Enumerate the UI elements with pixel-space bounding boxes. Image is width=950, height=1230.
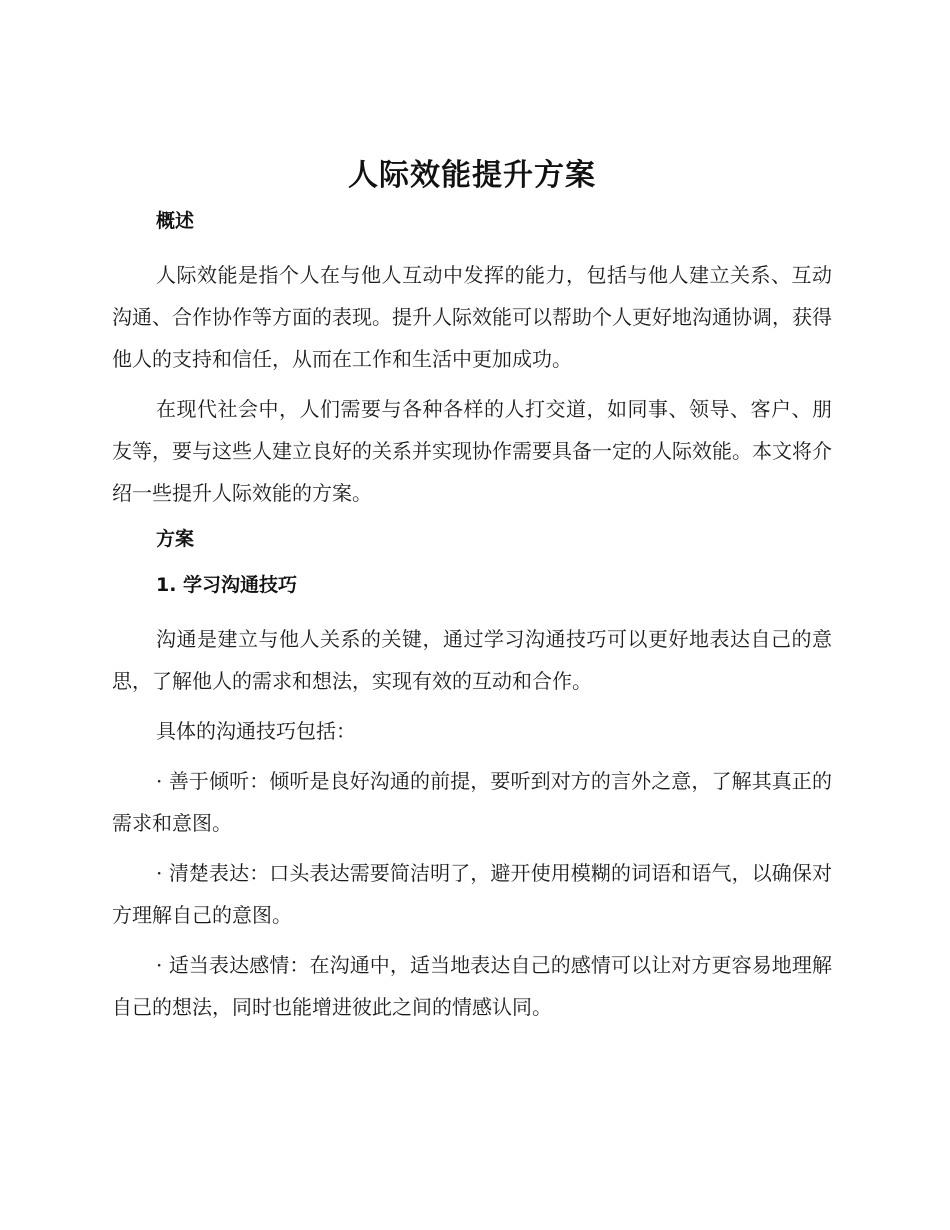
page-title: 人际效能提升方案 [348, 158, 596, 193]
document-page [112, 150, 832, 1036]
bullet-item-emotion: · 适当表达感情：在沟通中，适当地表达自己的感情可以让对方更容易地理解自己的想法，同时也能增进彼此之间的情感认同。 [112, 953, 832, 1019]
subsection-heading-communication: 1. 学习沟通技巧 [156, 574, 298, 596]
paragraph-communication-1: 沟通是建立与他人关系的关键，通过学习沟通技巧可以更好地表达自己的意思，了解他人的需求和想法，实现有效的互动和合作。 [112, 627, 832, 693]
paragraph-overview-2: 在现代社会中，人们需要与各种各样的人打交道，如同事、领导、客户、朋友等，要与这些人建立良好的关系并实现协作需要具备一定的人际效能。本文将介绍一些提升人际效能的方案。 [112, 397, 832, 505]
paragraph-communication-2: 具体的沟通技巧包括： [156, 719, 356, 743]
bullet-item-clear-expression: · 清楚表达：口头表达需要简洁明了，避开使用模糊的词语和语气，以确保对方理解自己的意图。 [112, 861, 832, 927]
paragraph-overview-1: 人际效能是指个人在与他人互动中发挥的能力，包括与他人建立关系、互动沟通、合作协作等方面的表现。提升人际效能可以帮助个人更好地沟通协调，获得他人的支持和信任，从而在工作和生活中更加成功。 [112, 263, 832, 371]
bullet-item-listening: · 善于倾听：倾听是良好沟通的前提，要听到对方的言外之意，了解其真正的需求和意图。 [112, 769, 832, 835]
section-heading-overview: 概述 [156, 210, 195, 232]
section-heading-plan: 方案 [156, 528, 195, 550]
